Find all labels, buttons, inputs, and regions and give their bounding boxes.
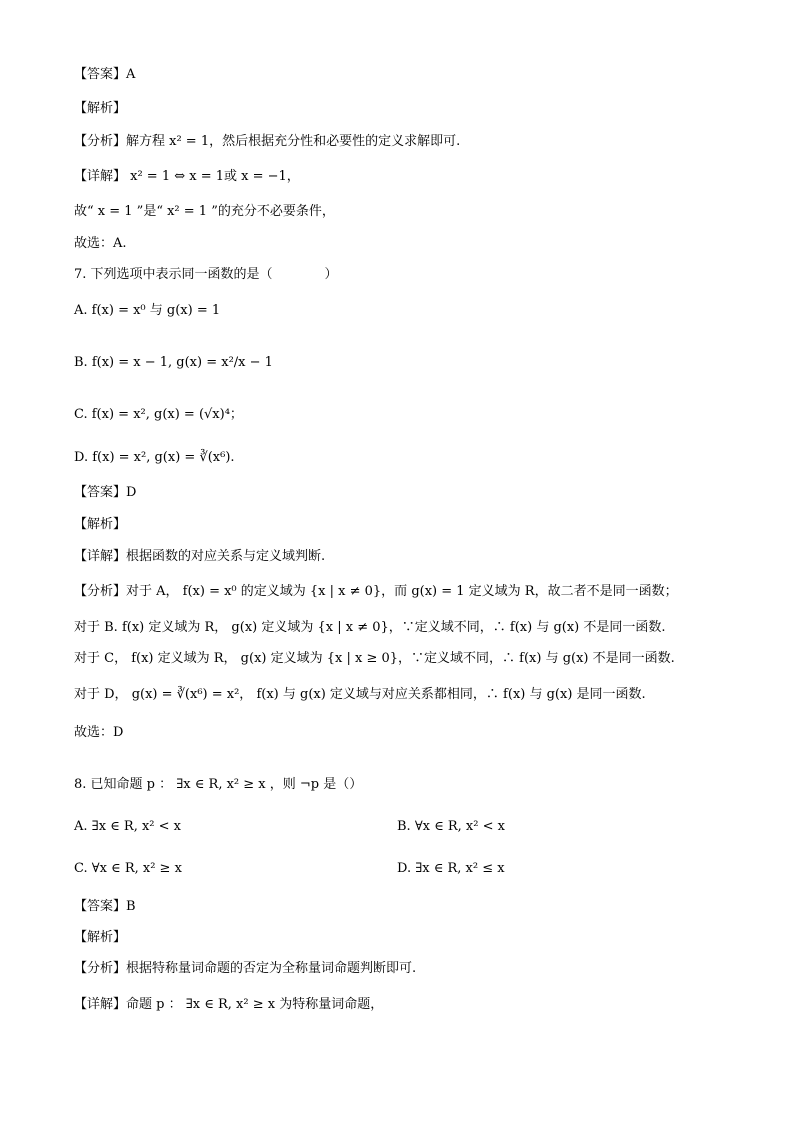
analysis-line: 【分析】根据特称量词命题的否定为全称量词命题判断即可. [74, 961, 417, 976]
option-d: D. f(x) = x², g(x) = ∛(x⁶). [74, 450, 235, 465]
analysis-heading: 【解析】 [74, 930, 127, 945]
explain-d: 对于 D， g(x) = ∛(x⁶) = x²， f(x) 与 g(x) 定义域与对应关系都相同，∴ f(x) 与 g(x) 是同一函数. [74, 687, 646, 702]
explain-c: 对于 C， f(x) 定义域为 R， g(x) 定义域为 {x | x ≥ 0}，∵定义域不同，∴ f(x) 与 g(x) 不是同一函数. [74, 651, 675, 666]
option-b: B. f(x) = x − 1, g(x) = x²/x − 1 [74, 355, 273, 370]
question-8: 8. 已知命题 p ： ∃x ∈ R, x² ≥ x ，则 ¬p 是（） [74, 777, 363, 792]
choice-line: 故选：A. [74, 236, 127, 251]
detail-line: 【详解】根据函数的对应关系与定义域判断. [74, 549, 326, 564]
analysis-heading: 【解析】 [74, 101, 127, 116]
answer-line: 【答案】D [74, 485, 137, 500]
choice-line: 故选：D [74, 725, 124, 740]
analysis-heading: 【解析】 [74, 517, 127, 532]
explain-b: 对于 B. f(x) 定义域为 R， g(x) 定义域为 {x | x ≠ 0}，∵定义域不同，∴ f(x) 与 g(x) 不是同一函数. [74, 620, 666, 635]
conclusion-line: 故“ x = 1 ”是“ x² = 1 ”的充分不必要条件， [74, 204, 335, 219]
answer-line: 【答案】A [74, 67, 136, 82]
analysis-line: 【分析】解方程 x² = 1，然后根据充分性和必要性的定义求解即可. [74, 134, 461, 149]
option-c: C. f(x) = x², g(x) = (√x)⁴； [74, 407, 243, 422]
detail-line: 【详解】 x² = 1 ⇔ x = 1或 x = −1， [74, 169, 300, 184]
option-a: A. ∃x ∈ R, x² < x [74, 819, 182, 834]
detail-line: 【详解】命题 p ： ∃x ∈ R, x² ≥ x 为特称量词命题， [74, 997, 384, 1012]
answer-line: 【答案】B [74, 899, 136, 914]
option-d: D. ∃x ∈ R, x² ≤ x [397, 861, 505, 876]
option-c: C. ∀x ∈ R, x² ≥ x [74, 861, 182, 876]
analysis-line: 【分析】对于 A， f(x) = x⁰ 的定义域为 {x | x ≠ 0}，而 g(x) = 1 定义域为 R，故二者不是同一函数； [74, 584, 678, 599]
option-b: B. ∀x ∈ R, x² < x [397, 819, 505, 834]
option-a: A. f(x) = x⁰ 与 g(x) = 1 [74, 303, 221, 318]
question-7: 7. 下列选项中表示同一函数的是（ ） [74, 267, 338, 282]
